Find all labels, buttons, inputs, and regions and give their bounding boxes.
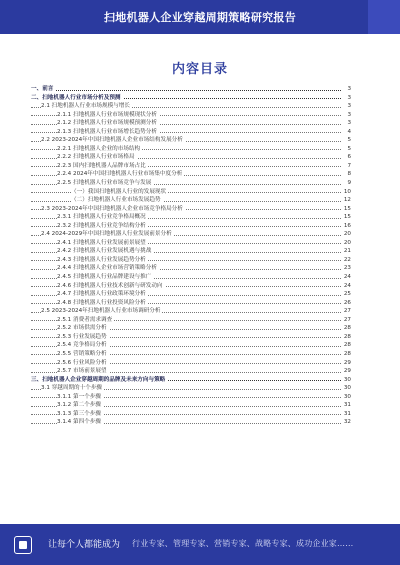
toc-entry-label: 2.2.5 扫地机器人行业市场竞争与发展 — [57, 180, 152, 187]
toc-entry-label: 一、前言 — [31, 86, 54, 92]
toc-entry-page: 29 — [343, 359, 351, 366]
toc-entry-label: 2.2 2023-2024年中国扫地机器人企业市场结构发展分析 — [41, 137, 183, 144]
toc-entry[interactable] — [31, 350, 351, 359]
toc-entry-page: 30 — [343, 376, 351, 383]
toc-entry-label: 2.1 扫地机器人行业市场规模与增长 — [41, 103, 130, 110]
brand-logo-icon — [14, 536, 32, 554]
toc-entry-page: 9 — [347, 180, 351, 187]
toc-entry-page: 22 — [343, 256, 351, 263]
toc-entry-page: 12 — [343, 197, 351, 204]
toc-entry-page: 15 — [343, 205, 351, 212]
toc-entry-label: 2.4.7 扫地机器人行业政策环境分析 — [57, 291, 146, 298]
toc-entry-label: 2.4.2 扫地机器人行业发展机遇与挑战 — [57, 248, 152, 255]
toc-entry[interactable] — [31, 188, 351, 197]
toc-entry-page: 30 — [343, 385, 351, 392]
toc-entry-label: 2.3.1 扫地机器人行业竞争格局概况 — [57, 214, 146, 221]
toc-entry-page: 15 — [343, 214, 351, 221]
toc-entry-page: 3 — [347, 103, 351, 110]
toc-entry[interactable] — [31, 418, 351, 427]
toc-entry-label: 2.4.6 扫地机器人行业技术创新与研发动向 — [57, 282, 163, 289]
toc-entry-page: 20 — [343, 231, 351, 238]
toc-entry[interactable] — [31, 316, 351, 325]
toc-entry[interactable] — [31, 324, 351, 333]
toc-entry-page: 29 — [343, 368, 351, 375]
toc-entry-label: 2.5.1 消费者需求调查 — [57, 316, 113, 323]
toc-entry-page: 23 — [343, 265, 351, 272]
toc-entry[interactable] — [31, 162, 351, 171]
toc-entry-page: 6 — [347, 154, 351, 161]
toc-entry[interactable] — [31, 401, 351, 410]
toc-entry-page: 31 — [343, 410, 351, 417]
toc-entry[interactable] — [31, 410, 351, 419]
toc-entry-label: 2.5.5 营销策略分析 — [57, 350, 107, 357]
toc-entry[interactable] — [31, 170, 351, 179]
toc-entry-page: 5 — [347, 137, 351, 144]
toc-entry[interactable] — [31, 230, 351, 239]
toc-entry-page: 27 — [343, 308, 351, 315]
toc-entry-label: 2.4.3 扫地机器人行业发展趋势分析 — [57, 256, 146, 263]
toc-entry[interactable] — [31, 384, 351, 393]
header-accent — [368, 0, 400, 34]
toc-entry-label: 2.1.1 扫地机器人行业市场规模现状分析 — [57, 111, 157, 118]
toc-entry-label: 2.3.2 扫地机器人行业竞争结构分析 — [57, 222, 146, 229]
toc-entry[interactable] — [31, 196, 351, 205]
toc-entry[interactable] — [31, 359, 351, 368]
toc-entry-page: 10 — [343, 188, 351, 195]
toc-entry[interactable] — [31, 119, 351, 128]
toc-entry[interactable] — [31, 273, 351, 282]
toc-entry-page: 3 — [347, 86, 351, 92]
toc-entry-page: 8 — [347, 171, 351, 178]
toc-entry-page: 31 — [343, 402, 351, 409]
toc-entry-page: 27 — [343, 316, 351, 323]
toc-entry[interactable] — [31, 222, 351, 231]
toc-entry[interactable] — [31, 102, 351, 111]
toc-entry-page: 7 — [347, 162, 351, 169]
toc-entry-label: 3.1.4 第四个步骤 — [57, 419, 101, 426]
toc-entry-page: 24 — [343, 274, 351, 281]
toc-entry[interactable] — [31, 145, 351, 154]
toc-entry-page: 3 — [347, 111, 351, 118]
toc-entry-page: 21 — [343, 248, 351, 255]
toc-entry-page: 3 — [347, 120, 351, 127]
toc-entry-label: 2.4.4 扫地机器人企业市场营销策略分析 — [57, 265, 157, 272]
header-bar — [0, 0, 400, 34]
toc-entry-page: 16 — [343, 222, 351, 229]
toc-entry[interactable] — [31, 341, 351, 350]
toc-entry[interactable] — [31, 307, 351, 316]
toc-entry[interactable] — [31, 299, 351, 308]
toc-entry-page: 5 — [347, 145, 351, 152]
footer-roles: 行业专家、管理专家、营销专家、战略专家、成功企业家…… — [132, 539, 354, 548]
toc-entry[interactable] — [31, 85, 351, 94]
toc-entry-label: 2.4.5 扫地机器人行业品牌建设与推广 — [57, 274, 152, 281]
toc-entry-label: 2.1.2 扫地机器人行业市场规模预测分析 — [57, 120, 157, 127]
toc-entry[interactable] — [31, 205, 351, 214]
toc-entry-label: 2.2.4 2024年中国扫地机器人行业市场集中度分析 — [57, 171, 183, 178]
toc-leader-dots — [31, 90, 341, 91]
toc-entry[interactable] — [31, 94, 351, 103]
toc-entry[interactable] — [31, 153, 351, 162]
toc-heading: 内容目录 — [171, 62, 228, 77]
toc-entry-label: 2.4.8 扫地机器人行业投资风险分析 — [57, 299, 146, 306]
toc-entry-label: 2.3 2023-2024年中国扫地机器人企业市场竞争格局分析 — [41, 205, 183, 212]
toc-entry[interactable] — [31, 282, 351, 291]
toc-entry[interactable] — [31, 111, 351, 120]
toc-entry-label: 二、扫地机器人行业市场分析及预测 — [31, 94, 121, 101]
toc-entry-page: 32 — [343, 419, 351, 426]
toc-entry[interactable] — [31, 213, 351, 222]
toc-entry-label: 2.5.6 行业风险分析 — [57, 359, 107, 366]
toc-entry-label: 2.1.3 扫地机器人行业市场增长趋势分析 — [57, 128, 157, 135]
toc-entry-page: 28 — [343, 350, 351, 357]
toc-entry-page: 28 — [343, 325, 351, 332]
toc-entry[interactable] — [31, 179, 351, 188]
toc-entry[interactable] — [31, 247, 351, 256]
toc-entry-label: 3.1.1 第一个步骤 — [57, 393, 101, 400]
toc-entry-page: 20 — [343, 239, 351, 246]
toc-entry-label: 2.2.2 扫地机器人行业市场格局 — [57, 154, 135, 161]
toc-entry-label: 3.1.2 第二个步骤 — [57, 402, 101, 409]
toc-entry[interactable] — [31, 376, 351, 385]
toc-entry[interactable] — [31, 264, 351, 273]
toc-entry-label: 2.2.1 扫地机器人企业的市场结构 — [57, 145, 141, 152]
toc-entry-label: （二）扫地机器人行业市场发展趋势 — [71, 197, 161, 204]
toc-entry[interactable] — [31, 393, 351, 402]
toc-entry-label: 2.5.2 市场供需分析 — [57, 325, 107, 332]
toc-entry-label: 2.5.7 市场前景展望 — [57, 368, 107, 375]
toc-entry-label: 2.4.1 扫地机器人行业发展前景展望 — [57, 239, 146, 246]
toc-entry-page: 28 — [343, 342, 351, 349]
toc-entry-page: 28 — [343, 333, 351, 340]
toc-entry[interactable] — [31, 333, 351, 342]
report-title: 扫地机器人企业穿越周期策略研究报告 — [103, 11, 297, 24]
toc-entry-label: 2.5.3 行业发展趋势 — [57, 333, 107, 340]
toc-entry-page: 24 — [343, 282, 351, 289]
toc-entry[interactable] — [31, 136, 351, 145]
table-of-contents — [31, 85, 351, 427]
toc-entry-label: 2.4 2024-2029年中国扫地机器人行业发展前景分析 — [41, 231, 172, 238]
toc-entry[interactable] — [31, 367, 351, 376]
toc-entry[interactable] — [31, 239, 351, 248]
toc-entry-label: 3.1.3 第三个步骤 — [57, 410, 101, 417]
footer-bar — [0, 524, 400, 565]
toc-entry-label: （一）我国扫地机器人行业的发展现状 — [71, 188, 167, 195]
toc-entry-label: 2.5.4 竞争格局分析 — [57, 342, 107, 349]
toc-entry-label: 2.5 2023-2024年扫地机器人行业市场调研分析 — [41, 308, 161, 315]
toc-entry-label: 三、扫地机器人企业穿越周期的品牌及未来方向与策略 — [31, 376, 166, 383]
toc-entry[interactable] — [31, 128, 351, 137]
toc-entry-page: 26 — [343, 299, 351, 306]
toc-entry-page: 25 — [343, 291, 351, 298]
toc-entry[interactable] — [31, 290, 351, 299]
toc-entry-label: 2.2.3 国内扫地机器人品牌市场占比 — [57, 162, 146, 169]
footer-slogan: 让每个人都能成为 — [48, 540, 121, 550]
toc-entry[interactable] — [31, 256, 351, 265]
toc-entry-page: 3 — [347, 94, 351, 101]
toc-entry-page: 4 — [347, 128, 351, 135]
toc-entry-label: 3.1 穿越周期的十个步骤 — [41, 385, 103, 392]
toc-entry-page: 30 — [343, 393, 351, 400]
